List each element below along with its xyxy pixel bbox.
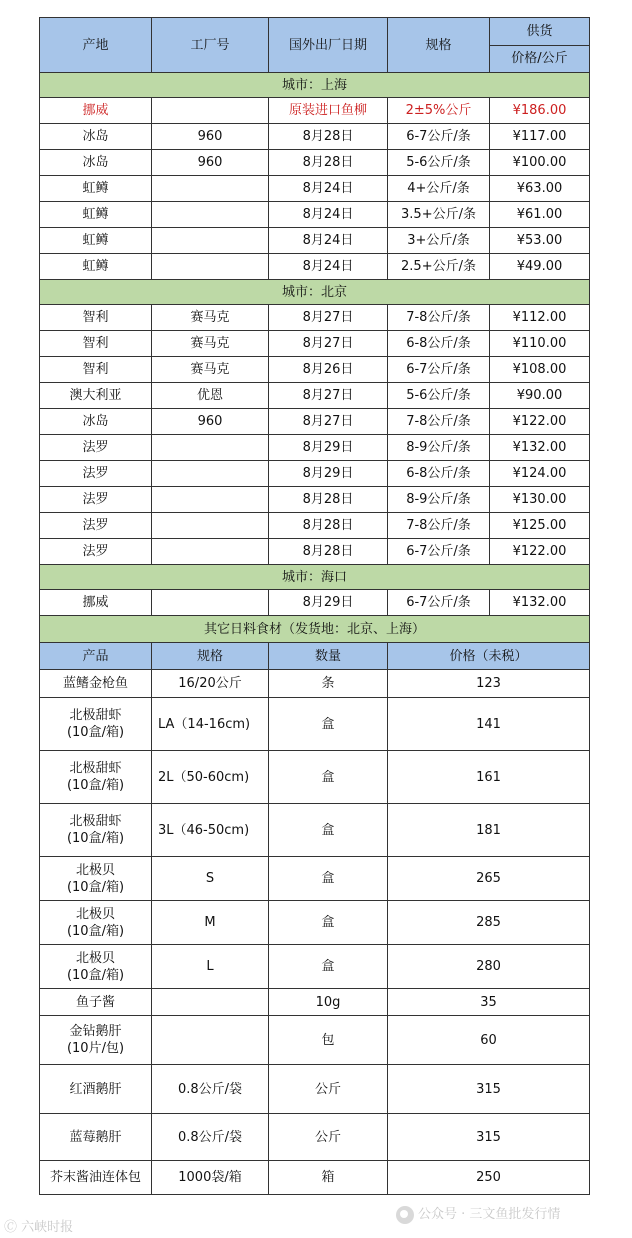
quantity-cell: 盒 bbox=[269, 945, 388, 989]
spec-cell: S bbox=[152, 857, 269, 901]
table-row bbox=[40, 98, 590, 124]
product-name: 红酒鹅肝 bbox=[69, 1081, 122, 1097]
origin-cell: 虹鳟 bbox=[40, 254, 152, 280]
product-cell bbox=[40, 945, 152, 989]
spec-cell: 2±5%公斤 bbox=[388, 98, 490, 124]
table-row bbox=[40, 1065, 590, 1114]
quantity-cell: 盒 bbox=[269, 857, 388, 901]
date-cell: 8月24日 bbox=[269, 228, 388, 254]
date-cell: 8月28日 bbox=[269, 539, 388, 565]
quantity-cell: 盒 bbox=[269, 804, 388, 857]
factory-cell: 优恩 bbox=[152, 383, 269, 409]
product-pack: (10盒/箱) bbox=[66, 725, 125, 740]
product-name: 芥末酱油连体包 bbox=[49, 1170, 141, 1185]
price-cell: 265 bbox=[388, 857, 590, 901]
date-cell: 8月28日 bbox=[269, 513, 388, 539]
product-name: 蓝鳍金枪鱼 bbox=[62, 676, 128, 691]
spec-cell: 16/20公斤 bbox=[152, 670, 269, 698]
origin-cell: 虹鳟 bbox=[40, 176, 152, 202]
table-row bbox=[40, 357, 590, 383]
table-row bbox=[40, 989, 590, 1016]
factory-cell: 赛马克 bbox=[152, 305, 269, 331]
header-other-spec: 规格 bbox=[152, 643, 269, 670]
product-pack: (10盒/箱) bbox=[66, 831, 125, 846]
header-supply: 供货 bbox=[490, 18, 590, 46]
table-row bbox=[40, 1016, 590, 1065]
spec-cell: 0.8公斤/袋 bbox=[152, 1114, 269, 1161]
origin-cell: 法罗 bbox=[40, 461, 152, 487]
product-pack: (10片/包) bbox=[66, 1041, 125, 1056]
city-header: 城市：海口 bbox=[40, 565, 590, 590]
quantity-cell: 条 bbox=[269, 670, 388, 698]
city-header: 城市：上海 bbox=[40, 73, 590, 98]
spec-cell: 3L（46-50cm) bbox=[152, 804, 269, 857]
table-row bbox=[40, 176, 590, 202]
origin-cell: 法罗 bbox=[40, 487, 152, 513]
origin-cell: 冰岛 bbox=[40, 150, 152, 176]
factory-cell: 赛马克 bbox=[152, 331, 269, 357]
spec-cell: 3.5+公斤/条 bbox=[388, 202, 490, 228]
spec-cell: 6-7公斤/条 bbox=[388, 124, 490, 150]
quantity-cell: 公斤 bbox=[269, 1065, 388, 1114]
table-row bbox=[40, 945, 590, 989]
factory-cell bbox=[152, 435, 269, 461]
quantity-cell: 公斤 bbox=[269, 1114, 388, 1161]
factory-cell bbox=[152, 98, 269, 124]
price-cell: 315 bbox=[388, 1114, 590, 1161]
city-section-row bbox=[40, 73, 590, 98]
price-table-body bbox=[40, 18, 590, 1195]
quantity-cell: 盒 bbox=[269, 751, 388, 804]
date-cell: 8月24日 bbox=[269, 254, 388, 280]
factory-cell bbox=[152, 254, 269, 280]
header-price-per-kg: 价格/公斤 bbox=[490, 45, 590, 73]
table-row bbox=[40, 513, 590, 539]
header-quantity: 数量 bbox=[269, 643, 388, 670]
spec-cell: 5-6公斤/条 bbox=[388, 383, 490, 409]
header-factory-no: 工厂号 bbox=[152, 18, 269, 73]
price-cell: 123 bbox=[388, 670, 590, 698]
product-name: 蓝莓鹅肝 bbox=[69, 1129, 122, 1145]
price-table bbox=[39, 17, 590, 1195]
price-cell: ¥63.00 bbox=[490, 176, 590, 202]
product-cell bbox=[40, 698, 152, 751]
quantity-cell: 箱 bbox=[269, 1161, 388, 1195]
table-row bbox=[40, 1114, 590, 1161]
date-cell: 8月24日 bbox=[269, 202, 388, 228]
price-cell: ¥122.00 bbox=[490, 409, 590, 435]
quantity-cell: 盒 bbox=[269, 698, 388, 751]
price-cell: 280 bbox=[388, 945, 590, 989]
origin-cell: 冰岛 bbox=[40, 409, 152, 435]
price-cell: ¥186.00 bbox=[490, 98, 590, 124]
origin-cell: 智利 bbox=[40, 357, 152, 383]
origin-cell: 虹鳟 bbox=[40, 202, 152, 228]
spec-cell: 8-9公斤/条 bbox=[388, 435, 490, 461]
price-cell: ¥110.00 bbox=[490, 331, 590, 357]
product-name: 北极甜虾 bbox=[69, 708, 122, 723]
price-cell: ¥132.00 bbox=[490, 590, 590, 616]
table-row bbox=[40, 150, 590, 176]
spec-cell: 6-8公斤/条 bbox=[388, 461, 490, 487]
other-section-title: 其它日料食材（发货地：北京、上海） bbox=[40, 616, 590, 643]
spec-cell: 6-7公斤/条 bbox=[388, 357, 490, 383]
date-cell: 8月26日 bbox=[269, 357, 388, 383]
table-row bbox=[40, 124, 590, 150]
product-pack: (10盒/箱) bbox=[66, 778, 125, 793]
table-row bbox=[40, 804, 590, 857]
table-row bbox=[40, 901, 590, 945]
price-cell: 181 bbox=[388, 804, 590, 857]
spec-cell: 2L（50-60cm) bbox=[152, 751, 269, 804]
spec-cell: 6-7公斤/条 bbox=[388, 590, 490, 616]
table-row bbox=[40, 383, 590, 409]
spec-cell: 1000袋/箱 bbox=[152, 1161, 269, 1195]
other-header-row bbox=[40, 643, 590, 670]
product-name: 北极贝 bbox=[75, 950, 115, 966]
product-cell bbox=[40, 670, 152, 698]
product-cell bbox=[40, 857, 152, 901]
table-row bbox=[40, 435, 590, 461]
price-cell: ¥124.00 bbox=[490, 461, 590, 487]
spec-cell: 7-8公斤/条 bbox=[388, 513, 490, 539]
price-cell: ¥130.00 bbox=[490, 487, 590, 513]
origin-cell: 虹鳟 bbox=[40, 228, 152, 254]
date-cell: 8月29日 bbox=[269, 435, 388, 461]
date-cell: 8月29日 bbox=[269, 590, 388, 616]
price-cell: 161 bbox=[388, 751, 590, 804]
product-pack: (10盒/箱) bbox=[66, 879, 125, 895]
factory-cell: 赛马克 bbox=[152, 357, 269, 383]
watermark-right bbox=[396, 1203, 560, 1224]
date-cell: 8月29日 bbox=[269, 461, 388, 487]
spec-cell: LA（14-16cm) bbox=[152, 698, 269, 751]
product-cell bbox=[40, 901, 152, 945]
factory-cell: 960 bbox=[152, 124, 269, 150]
watermark-left bbox=[4, 1216, 73, 1235]
date-cell: 8月27日 bbox=[269, 331, 388, 357]
spec-cell: 7-8公斤/条 bbox=[388, 305, 490, 331]
factory-cell bbox=[152, 539, 269, 565]
table-row bbox=[40, 751, 590, 804]
header-date: 国外出厂日期 bbox=[269, 18, 388, 73]
product-cell bbox=[40, 1161, 152, 1195]
price-cell: ¥125.00 bbox=[490, 513, 590, 539]
product-name: 金钻鹅肝 bbox=[69, 1024, 122, 1039]
watermark-right-text: 公众号 · 三文鱼批发行情 bbox=[418, 1207, 561, 1222]
quantity-cell: 盒 bbox=[269, 901, 388, 945]
date-cell: 8月27日 bbox=[269, 409, 388, 435]
product-pack: (10盒/箱) bbox=[66, 923, 125, 939]
table-row bbox=[40, 202, 590, 228]
price-cell: 315 bbox=[388, 1065, 590, 1114]
quantity-cell: 10g bbox=[269, 989, 388, 1016]
product-cell bbox=[40, 1065, 152, 1114]
spec-cell: 3+公斤/条 bbox=[388, 228, 490, 254]
origin-cell: 冰岛 bbox=[40, 124, 152, 150]
origin-cell: 法罗 bbox=[40, 539, 152, 565]
factory-cell bbox=[152, 461, 269, 487]
table-row bbox=[40, 461, 590, 487]
spec-cell: 5-6公斤/条 bbox=[388, 150, 490, 176]
product-name: 北极贝 bbox=[75, 906, 115, 922]
price-cell: ¥108.00 bbox=[490, 357, 590, 383]
product-cell bbox=[40, 804, 152, 857]
table-row bbox=[40, 305, 590, 331]
city-section-row bbox=[40, 565, 590, 590]
other-section-row bbox=[40, 616, 590, 643]
spec-cell: 4+公斤/条 bbox=[388, 176, 490, 202]
date-cell: 8月28日 bbox=[269, 150, 388, 176]
product-name: 北极甜虾 bbox=[69, 761, 122, 776]
date-cell: 8月27日 bbox=[269, 305, 388, 331]
spec-cell: 6-7公斤/条 bbox=[388, 539, 490, 565]
header-origin: 产地 bbox=[40, 18, 152, 73]
factory-cell: 960 bbox=[152, 409, 269, 435]
price-cell: ¥132.00 bbox=[490, 435, 590, 461]
product-name: 北极贝 bbox=[75, 862, 115, 878]
price-cell: ¥100.00 bbox=[490, 150, 590, 176]
factory-cell bbox=[152, 513, 269, 539]
price-cell: 141 bbox=[388, 698, 590, 751]
factory-cell bbox=[152, 176, 269, 202]
origin-cell: 挪威 bbox=[40, 98, 152, 124]
spec-cell: M bbox=[152, 901, 269, 945]
origin-cell: 智利 bbox=[40, 331, 152, 357]
spec-cell bbox=[152, 989, 269, 1016]
table-row bbox=[40, 331, 590, 357]
date-cell: 原装进口鱼柳 bbox=[269, 98, 388, 124]
city-section-row bbox=[40, 280, 590, 305]
watermark-left-text: 六峡时报 bbox=[21, 1220, 74, 1235]
spec-cell: 6-8公斤/条 bbox=[388, 331, 490, 357]
price-cell: ¥117.00 bbox=[490, 124, 590, 150]
price-cell: ¥49.00 bbox=[490, 254, 590, 280]
header-spec: 规格 bbox=[388, 18, 490, 73]
table-row bbox=[40, 228, 590, 254]
price-cell: ¥53.00 bbox=[490, 228, 590, 254]
table-row bbox=[40, 254, 590, 280]
date-cell: 8月24日 bbox=[269, 176, 388, 202]
date-cell: 8月28日 bbox=[269, 124, 388, 150]
price-cell: ¥90.00 bbox=[490, 383, 590, 409]
table-row bbox=[40, 539, 590, 565]
origin-cell: 澳大利亚 bbox=[40, 383, 152, 409]
spec-cell bbox=[152, 1016, 269, 1065]
factory-cell bbox=[152, 228, 269, 254]
price-cell: 60 bbox=[388, 1016, 590, 1065]
factory-cell bbox=[152, 487, 269, 513]
product-pack: (10盒/箱) bbox=[66, 967, 125, 983]
table-row bbox=[40, 590, 590, 616]
spec-cell: 0.8公斤/袋 bbox=[152, 1065, 269, 1114]
wechat-icon bbox=[396, 1206, 414, 1224]
price-cell: 250 bbox=[388, 1161, 590, 1195]
price-cell: 285 bbox=[388, 901, 590, 945]
origin-cell: 法罗 bbox=[40, 435, 152, 461]
spec-cell: 7-8公斤/条 bbox=[388, 409, 490, 435]
watermark-left-icon: 🄫 bbox=[4, 1220, 22, 1235]
table-row bbox=[40, 857, 590, 901]
city-header: 城市：北京 bbox=[40, 280, 590, 305]
product-cell bbox=[40, 989, 152, 1016]
date-cell: 8月27日 bbox=[269, 383, 388, 409]
quantity-cell: 包 bbox=[269, 1016, 388, 1065]
spec-cell: L bbox=[152, 945, 269, 989]
spec-cell: 2.5+公斤/条 bbox=[388, 254, 490, 280]
price-cell: ¥122.00 bbox=[490, 539, 590, 565]
price-cell: 35 bbox=[388, 989, 590, 1016]
table-row bbox=[40, 1161, 590, 1195]
origin-cell: 挪威 bbox=[40, 590, 152, 616]
date-cell: 8月28日 bbox=[269, 487, 388, 513]
product-name: 鱼子酱 bbox=[75, 994, 115, 1010]
table-row bbox=[40, 670, 590, 698]
factory-cell: 960 bbox=[152, 150, 269, 176]
table-row bbox=[40, 409, 590, 435]
product-name: 北极甜虾 bbox=[69, 814, 122, 829]
table-row bbox=[40, 487, 590, 513]
product-cell bbox=[40, 1016, 152, 1065]
header-product: 产品 bbox=[40, 643, 152, 670]
origin-cell: 智利 bbox=[40, 305, 152, 331]
price-cell: ¥61.00 bbox=[490, 202, 590, 228]
spec-cell: 8-9公斤/条 bbox=[388, 487, 490, 513]
price-cell: ¥112.00 bbox=[490, 305, 590, 331]
factory-cell bbox=[152, 590, 269, 616]
product-cell bbox=[40, 751, 152, 804]
factory-cell bbox=[152, 202, 269, 228]
header-price-untaxed: 价格（未税） bbox=[388, 643, 590, 670]
origin-cell: 法罗 bbox=[40, 513, 152, 539]
table-row bbox=[40, 698, 590, 751]
product-cell bbox=[40, 1114, 152, 1161]
